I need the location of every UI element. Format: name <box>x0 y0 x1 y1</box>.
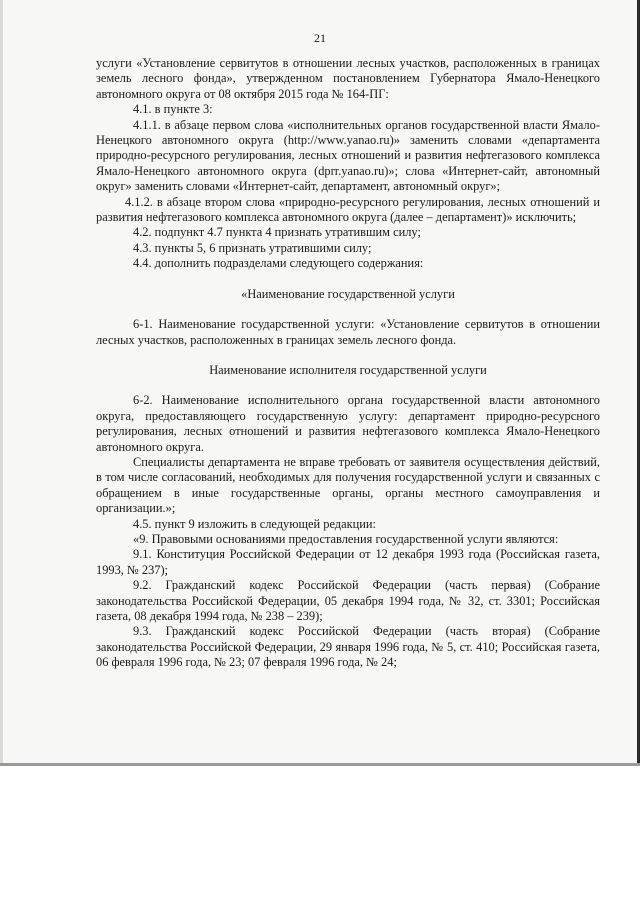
paragraph: 4.1.1. в абзаце первом слова «исполнительных органов государственной власти Ямало-Ненецкого автономного округа (http://www.yanao.ru)» заменить словами «департамента природно-ресурсного регулирования, лесных отношений и развития нефтегазового комплекса Ямало-Ненецкого автономного округа (dprr.yanao.ru)»; слова «Интернет-сайт, автономный округ» заменить словами «Интернет-сайт, департамент, автономный округ»; <box>96 117 600 194</box>
section-heading: Наименование исполнителя государственной услуги <box>209 362 487 377</box>
paragraph: 4.4. дополнить подразделами следующего содержания: <box>133 256 424 271</box>
spacer <box>96 302 600 317</box>
paragraph: 4.3. пункты 5, 6 признать утратившими силу; <box>133 240 372 255</box>
paragraph: 4.5. пункт 9 изложить в следующей редакции: <box>133 516 376 531</box>
page-number: 21 <box>314 31 326 45</box>
paragraph: Специалисты департамента не вправе требовать от заявителя осуществления действий, в том числе согласований, необходимых для получения государственной услуги и связанных с обращением в иные государственные органы, органы местного самоуправления и организации.»; <box>96 454 600 516</box>
paragraph: 9.2. Гражданский кодекс Российской Федерации (часть первая) (Собрание законодательства Российской Федерации, 05 декабря 1994 года, № 32, ст. 3301; Российская газета, 08 декабря 1994 года, № 238 – 239); <box>96 578 600 623</box>
document-body <box>96 56 600 671</box>
paragraph: 4.2. подпункт 4.7 пункта 4 признать утратившим силу; <box>133 225 421 240</box>
spacer <box>96 378 600 393</box>
paragraph: 6-1. Наименование государственной услуги: «Установление сервитутов в отношении лесных участков, расположенных в границах земель лесного фонда. <box>96 317 600 347</box>
paragraph: «9. Правовыми основаниями предоставления государственной услуги являются: <box>133 531 559 546</box>
paragraph: 9.3. Гражданский кодекс Российской Федерации (часть вторая) (Собрание законодательства Российской Федерации, 29 января 1996 года, № 5, ст. 410; Российская газета, 06 февраля 1996 года, № 23; 07 февраля 1996 года, № 24; <box>96 624 600 670</box>
paragraph: 4.1. в пункте 3: <box>133 102 213 117</box>
section-heading: «Наименование государственной услуги <box>241 286 455 301</box>
paragraph: 9.1. Конституция Российской Федерации от 12 декабря 1993 года (Российская газета, 1993, № 237); <box>96 547 600 577</box>
paragraph: услуги «Установление сервитутов в отношении лесных участков, расположенных в границах земель лесного фонда», утвержденном постановлением Губернатора Ямало-Ненецкого автономного округа от 08 октября 2015 года № 164-ПГ: <box>96 56 600 101</box>
scan-edge <box>0 763 640 766</box>
spacer <box>96 348 600 363</box>
paragraph: 4.1.2. в абзаце втором слова «природно-ресурсного регулирования, лесных отношений и развития нефтегазового комплекса автономного округа (далее – департамент)» исключить; <box>96 194 600 225</box>
spacer <box>96 272 600 287</box>
paragraph: 6-2. Наименование исполнительного органа государственной власти автономного округа, предоставляющего государственную услугу: департамент природно-ресурсного регулирования, лесных отношений и развития нефтегазового комплекса Ямало-Ненецкого автономного округа. <box>96 393 600 454</box>
